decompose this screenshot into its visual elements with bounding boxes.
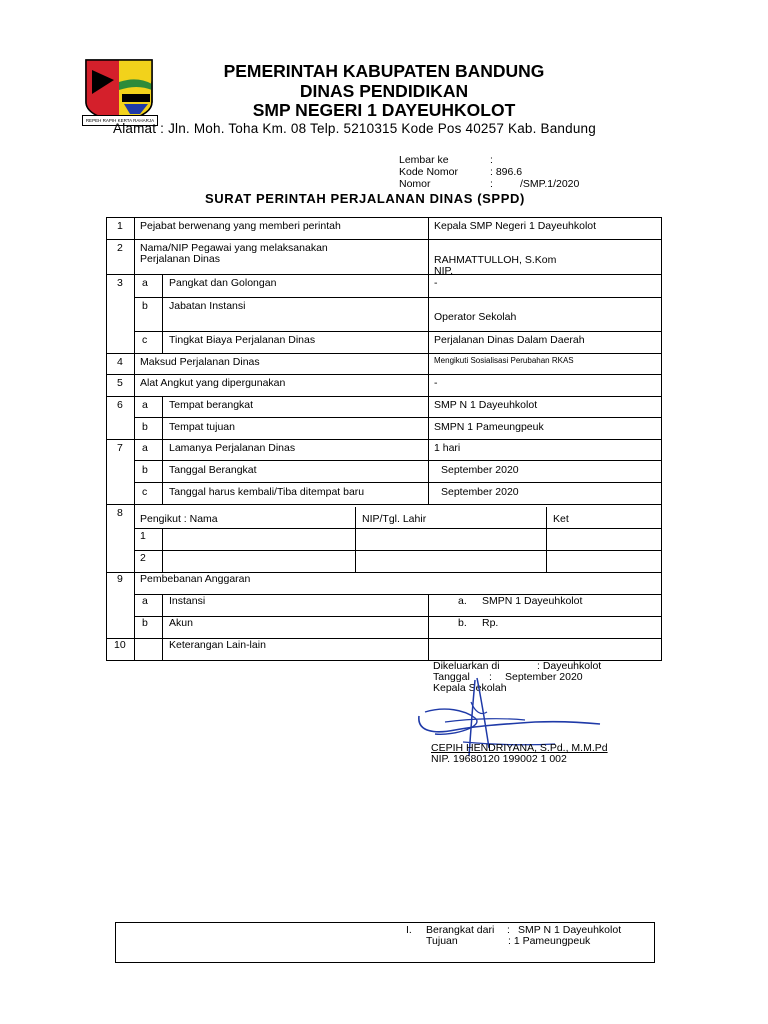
signer-nip: NIP. 19680120 199002 1 002: [431, 753, 567, 765]
departure-from-label: Berangkat dari: [426, 924, 495, 936]
row9b-sub: b.: [458, 617, 467, 629]
row2-number: 2: [117, 242, 123, 254]
row7c-letter: c: [142, 486, 148, 498]
row7b-value: September 2020: [441, 464, 519, 476]
row1-number: 1: [117, 220, 123, 232]
ref-nomor-label: Nomor: [399, 178, 431, 190]
row7a-label: Lamanya Perjalanan Dinas: [169, 442, 296, 454]
ref-lembar-label: Lembar ke: [399, 154, 449, 166]
row9b-label: Akun: [169, 617, 193, 629]
row5-number: 5: [117, 377, 123, 389]
row6a-letter: a: [142, 399, 148, 411]
row6a-label: Tempat berangkat: [169, 399, 254, 411]
row7b-letter: b: [142, 464, 148, 476]
row9a-label: Instansi: [169, 595, 206, 607]
row1-value: Kepala SMP Negeri 1 Dayeuhkolot: [434, 220, 597, 232]
row7c-label: Tanggal harus kembali/Tiba ditempat baru: [169, 486, 365, 498]
row9b-letter: b: [142, 617, 148, 629]
date-colon: :: [489, 671, 492, 683]
document-title: SURAT PERINTAH PERJALANAN DINAS (SPPD): [205, 191, 525, 206]
ref-nomor-value: /SMP.1/2020: [520, 178, 580, 190]
row3b-letter: b: [142, 300, 148, 312]
row9a-value: SMPN 1 Dayeuhkolot: [482, 595, 583, 607]
row3a-letter: a: [142, 277, 148, 289]
row6a-value: SMP N 1 Dayeuhkolot: [434, 399, 538, 411]
row8-item1: 1: [140, 530, 146, 542]
date-value: September 2020: [505, 671, 583, 683]
row3c-letter: c: [142, 334, 148, 346]
row6-number: 6: [117, 399, 123, 411]
row3-number: 3: [117, 277, 123, 289]
row2-label-line1: Nama/NIP Pegawai yang melaksanakan: [140, 242, 328, 254]
row3c-label: Tingkat Biaya Perjalanan Dinas: [169, 334, 316, 346]
issued-at-label: Dikeluarkan di: [433, 660, 500, 672]
row6b-label: Tempat tujuan: [169, 421, 235, 433]
row5-value: -: [434, 377, 438, 389]
row3a-label: Pangkat dan Golongan: [169, 277, 277, 289]
row6b-letter: b: [142, 421, 148, 433]
row8-item2: 2: [140, 552, 146, 564]
header-government: PEMERINTAH KABUPATEN BANDUNG: [223, 61, 545, 81]
row9a-letter: a: [142, 595, 148, 607]
row7-number: 7: [117, 442, 123, 454]
row8-col-ket: Ket: [553, 513, 569, 525]
ref-nomor-colon: :: [490, 178, 493, 190]
row2-value-nip: NIP.: [434, 265, 454, 277]
row7a-letter: a: [142, 442, 148, 454]
row8-col-name: Pengikut : Nama: [140, 513, 218, 525]
row2-value-name: RAHMATTULLOH, S.Kom: [434, 254, 557, 266]
ref-lembar-colon: :: [490, 154, 493, 166]
header-address: Alamat : Jln. Moh. Toha Km. 08 Telp. 5210315 Kode Pos 40257 Kab. Bandung: [113, 121, 596, 136]
row10-number: 10: [114, 639, 126, 651]
row1-label: Pejabat berwenang yang memberi perintah: [140, 220, 341, 232]
signer-position: Kepala Sekolah: [433, 682, 507, 694]
ref-kode-label: Kode Nomor: [399, 166, 458, 178]
row4-label: Maksud Perjalanan Dinas: [140, 356, 260, 368]
destination-label: Tujuan: [426, 935, 458, 947]
row8-col-nip: NIP/Tgl. Lahir: [362, 513, 427, 525]
row10-label: Keterangan Lain-lain: [169, 639, 266, 651]
row9-number: 9: [117, 573, 123, 585]
departure-from-value: SMP N 1 Dayeuhkolot: [518, 924, 622, 936]
header-school: SMP NEGERI 1 DAYEUHKOLOT: [252, 100, 516, 120]
ref-kode-value: : 896.6: [490, 166, 523, 178]
issued-at-value: : Dayeuhkolot: [537, 660, 602, 672]
row7b-label: Tanggal Berangkat: [169, 464, 257, 476]
header-department: DINAS PENDIDIKAN: [299, 81, 469, 101]
row3a-value: -: [434, 277, 438, 289]
departure-roman: I.: [406, 924, 412, 936]
row4-number: 4: [117, 356, 123, 368]
row7a-value: 1 hari: [434, 442, 461, 454]
row4-value: Mengikuti Sosialisasi Perubahan RKAS: [434, 356, 574, 365]
row9b-value: Rp.: [482, 617, 499, 629]
row5-label: Alat Angkut yang dipergunakan: [140, 377, 286, 389]
destination-value: : 1 Pameungpeuk: [508, 935, 591, 947]
logo-motto: REPEH RAPIH KERTA RAHARJA: [85, 118, 155, 123]
row8-number: 8: [117, 507, 123, 519]
signer-name: CEPIH HENDRIYANA, S.Pd., M.M.Pd: [431, 742, 608, 754]
row9a-sub: a.: [458, 595, 467, 607]
departure-from-colon: :: [507, 924, 510, 936]
row3c-value: Perjalanan Dinas Dalam Daerah: [434, 334, 585, 346]
row6b-value: SMPN 1 Pameungpeuk: [434, 421, 544, 433]
date-label: Tanggal: [433, 671, 470, 683]
row7c-value: September 2020: [441, 486, 519, 498]
row9-label: Pembebanan Anggaran: [140, 573, 251, 585]
row3b-value: Operator Sekolah: [434, 311, 517, 323]
row3b-label: Jabatan Instansi: [169, 300, 246, 312]
row2-label-line2: Perjalanan Dinas: [140, 253, 220, 265]
